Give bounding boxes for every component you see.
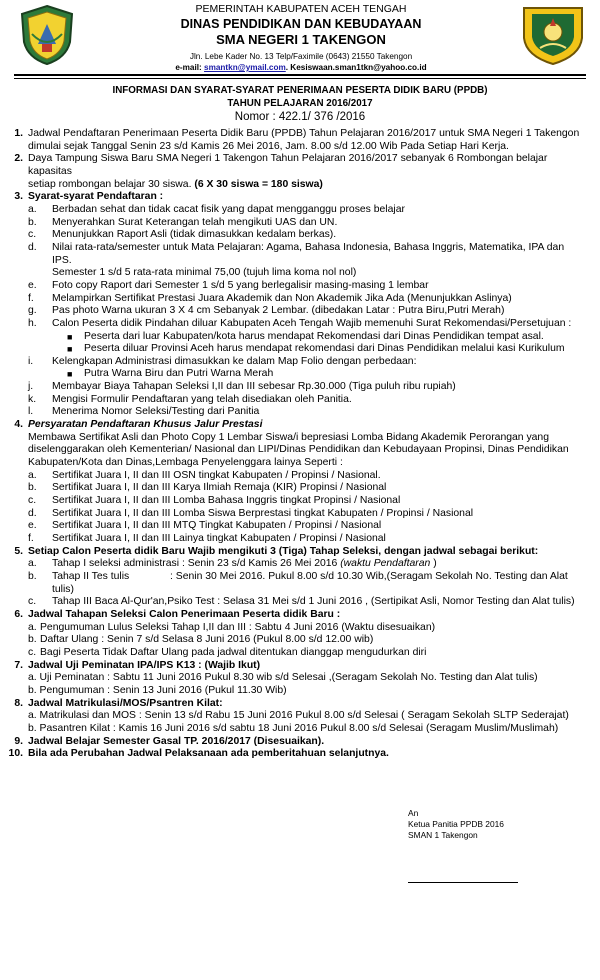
email-rest: . Kesiswaan.sman1tkn@yahoo.co.id bbox=[285, 63, 427, 72]
list-letter: b. bbox=[28, 570, 37, 582]
list-letter bbox=[28, 267, 52, 280]
list-text: Membayar Biaya Tahapan Seleksi I,II dan III sebesar Rp.30.000 (Tiga puluh ribu rupiah) bbox=[52, 381, 456, 393]
item-number: 2. bbox=[14, 153, 23, 165]
item-3-heading: Syarat-syarat Pendaftaran : bbox=[28, 191, 164, 203]
list-item bbox=[0, 368, 600, 381]
document-body bbox=[0, 128, 600, 761]
school-address: Jln. Lebe Kader No. 13 Telp/Faximile (0643) 21550 Takengon bbox=[189, 52, 413, 61]
list-item bbox=[28, 596, 600, 609]
item-3-sublist bbox=[0, 204, 600, 331]
stage-1-close: ) bbox=[430, 558, 437, 570]
bullet-icon: ■ bbox=[67, 344, 73, 355]
document-number: Nomor : 422.1/ 376 /2016 bbox=[234, 111, 366, 123]
list-letter: e. bbox=[28, 279, 37, 291]
stage-2-label: Tahap II Tes tulis bbox=[52, 570, 130, 582]
document-title: INFORMASI DAN SYARAT-SYARAT PENERIMAAN PESERTA DIDIK BARU (PPDB) bbox=[112, 85, 488, 96]
bullet-icon: ■ bbox=[67, 369, 73, 380]
item-4-paragraph-line: Membawa Sertifikat Asli dan Photo Copy 1 Lembar Siswa/i bepresiasi Lomba Bidang Akademik Perorangan yang bbox=[28, 431, 549, 443]
item-5-heading: Setiap Calon Peserta didik Baru Wajib mengikuti 3 (Tiga) Tahap Seleksi, dengan jadwal sebagai berikut: bbox=[28, 545, 539, 557]
list-text: Sertifikat Juara I, II dan III Lainya tingkat Kabupaten / Propinsi / Nasional bbox=[52, 533, 386, 544]
item-7-line: b. Pengumuman : Senin 13 Juni 2016 (Pukul 11.30 Wib) bbox=[28, 684, 287, 696]
signature-an: An bbox=[408, 808, 419, 818]
list-letter: c. bbox=[28, 495, 37, 507]
list-letter: b. bbox=[28, 216, 37, 228]
item-10-heading: Bila ada Perubahan Jadwal Pelaksanaan ada pemberitahuan selanjutnya. bbox=[28, 748, 389, 760]
item-number: 8. bbox=[14, 697, 23, 709]
list-letter: k. bbox=[28, 393, 37, 405]
list-letter: c. bbox=[28, 596, 37, 608]
letterhead bbox=[0, 0, 600, 74]
list-text: Menyerahkan Surat Keterangan telah mengikuti UAS dan UN. bbox=[52, 216, 338, 228]
list-letter: f. bbox=[28, 292, 34, 304]
list-text: Sertifikat Juara I, II dan III MTQ Tingkat Kabupaten / Propinsi / Nasional bbox=[52, 520, 382, 532]
item-10 bbox=[0, 748, 600, 761]
item-3-sublist-end bbox=[0, 381, 600, 419]
item-9 bbox=[0, 736, 600, 749]
list-letter: d. bbox=[28, 241, 37, 253]
list-letter: a. bbox=[28, 203, 37, 215]
school-emblem-icon bbox=[520, 4, 586, 66]
list-item bbox=[28, 647, 600, 660]
list-item bbox=[28, 558, 600, 571]
regency-emblem-icon bbox=[16, 4, 78, 66]
list-item bbox=[28, 634, 600, 647]
stage-2-text: : Senin 30 Mei 2016. Pukul 8.00 s/d 10.30 Wib,(Seragam Sekolah No. Testing dan Alat tulis) bbox=[52, 570, 568, 595]
list-item bbox=[28, 406, 600, 419]
department-name: DINAS PENDIDIKAN DAN KEBUDAYAAN bbox=[180, 17, 422, 31]
item-5-sublist bbox=[0, 558, 600, 609]
list-item bbox=[0, 343, 600, 356]
item-number: 9. bbox=[14, 735, 23, 747]
item-number: 5. bbox=[14, 545, 23, 557]
list-text bbox=[52, 558, 600, 571]
list-letter: i. bbox=[28, 355, 34, 367]
list-item bbox=[28, 318, 600, 331]
item-2-text: setiap rombongan belajar 30 siswa. bbox=[28, 178, 195, 190]
item-6-sublist bbox=[0, 622, 600, 660]
list-letter: a. bbox=[28, 469, 37, 481]
list-text: Sertifikat Juara I, II dan III Karya Ilmiah Remaja (KIR) Propinsi / Nasional bbox=[52, 482, 387, 494]
item-8-heading: Jadwal Matrikulasi/MOS/Psantren Kilat: bbox=[28, 697, 223, 709]
list-text: Putra Warna Biru dan Putri Warna Merah bbox=[84, 368, 274, 380]
list-text: Bagi Peserta Tidak Daftar Ulang pada jadwal ditentukan dianggap mengudurkan diri bbox=[40, 646, 427, 658]
list-item bbox=[28, 242, 600, 267]
list-letter: b. bbox=[28, 634, 37, 646]
list-text: Foto copy Raport dari Semester 1 s/d 5 yang berlegalisir masing-masing 1 lembar bbox=[52, 279, 429, 291]
list-text: Peserta dari luar Kabupaten/kota harus mendapat Rekomendasi dari Dinas Pendidikan tempat asal. bbox=[84, 330, 544, 342]
list-text: Peserta diluar Provinsi Aceh harus mendapat rekomendasi dari Dinas Pendidikan melalui kasi Kurikulum bbox=[84, 343, 565, 355]
list-text: Nilai rata-rata/semester untuk Mata Pelajaran: Agama, Bahasa Indonesia, Bahasa Inggris, Matematika, IPA dan IPS. bbox=[52, 241, 565, 266]
email-line bbox=[86, 62, 516, 73]
item-4-heading: Persyaratan Pendaftaran Khusus Jalur Prestasi bbox=[28, 419, 263, 431]
list-item bbox=[28, 204, 600, 217]
item-4-paragraph-line: diselenggarakan oleh Kementerian/ Nasional dan LIPI/Dinas Pendidikan dan Kebudayaan Propinsi, Dinas Pendidikan bbox=[28, 444, 569, 456]
item-2-line-2 bbox=[28, 179, 586, 192]
list-text: Sertifikat Juara I, II dan III Lomba Siswa Berprestasi tingkat Kabupaten / Propinsi / Nasional bbox=[52, 507, 474, 519]
item-8-line: b. Pasantren Kilat : Kamis 16 Juni 2016 s/d sabtu 18 Juni 2016 Pukul 8.00 s/d Selesai (Seragam Muslim/Muslimah) bbox=[28, 722, 559, 734]
stage-1-note: (waktu Pendaftaran bbox=[340, 558, 431, 570]
list-item bbox=[28, 495, 600, 508]
email-label: e-mail: bbox=[175, 63, 205, 72]
item-4-paragraph-line: Kabupaten/Kota dan Dinas,Lembaga Penyelenggara lainya Seperti : bbox=[28, 457, 343, 469]
item-number: 3. bbox=[14, 191, 23, 203]
list-letter: l. bbox=[28, 406, 34, 418]
list-item bbox=[28, 381, 600, 394]
list-letter: g. bbox=[28, 305, 37, 317]
list-item bbox=[28, 508, 600, 521]
list-text bbox=[52, 571, 600, 596]
list-item bbox=[28, 470, 600, 483]
list-letter: h. bbox=[28, 317, 37, 329]
item-8 bbox=[0, 698, 600, 711]
capacity-formula: (6 X 30 siswa = 180 siswa) bbox=[194, 178, 323, 190]
list-item bbox=[28, 305, 600, 318]
list-text: Mengisi Formulir Pendaftaran yang telah disediakan oleh Panitia. bbox=[52, 393, 352, 405]
item-1 bbox=[0, 128, 600, 153]
item-3 bbox=[0, 191, 600, 204]
item-number: 10. bbox=[8, 748, 23, 760]
item-3-sublist-i bbox=[0, 356, 600, 369]
signature-line bbox=[408, 882, 518, 883]
list-item bbox=[28, 520, 600, 533]
list-item bbox=[28, 482, 600, 495]
item-1-line-1: Jadwal Pendaftaran Penerimaan Peserta Didik Baru (PPDB) Tahun Pelajaran 2016/2017 untuk SMA Negeri 1 Takengon bbox=[28, 128, 580, 139]
list-text: Pengumuman Lulus Seleksi Tahap I,II dan III : Sabtu 4 Juni 2016 (Waktu disesuaikan) bbox=[40, 621, 436, 633]
list-item bbox=[28, 394, 600, 407]
item-4 bbox=[0, 419, 600, 432]
signature-school: SMAN 1 Takengon bbox=[408, 830, 478, 840]
email-link[interactable]: smantkn@ymail.com bbox=[204, 63, 286, 72]
list-item bbox=[28, 356, 600, 369]
item-4-sublist bbox=[0, 470, 600, 546]
item-8-line: a. Matrikulasi dan MOS : Senin 13 s/d Rabu 15 Juni 2016 Pukul 8.00 s/d Selesai ( Seragam Sekolah SLTP Sederajat) bbox=[28, 710, 569, 722]
item-number: 7. bbox=[14, 659, 23, 671]
signature-role: Ketua Panitia PPDB 2016 bbox=[408, 819, 504, 829]
list-item bbox=[28, 293, 600, 306]
letterhead-rule-thin bbox=[14, 78, 586, 79]
bullet-icon: ■ bbox=[67, 331, 73, 342]
list-text: Sertifikat Juara I, II dan III Lomba Bahasa Inggris tingkat Propinsi / Nasional bbox=[52, 495, 401, 507]
item-5 bbox=[0, 546, 600, 559]
list-text: Daftar Ulang : Senin 7 s/d Selasa 8 Juni 2016 (Pukul 8.00 s/d 12.00 wib) bbox=[40, 634, 374, 646]
item-7-heading: Jadwal Uji Peminatan IPA/IPS K13 : (Wajib Ikut) bbox=[28, 659, 261, 671]
list-text: Tahap III Baca Al-Qur'an,Psiko Test : Selasa 31 Mei s/d 1 Juni 2016 , (Sertipikat Asli, Nomor Testing dan Alat tulis) bbox=[52, 596, 575, 608]
stage-1-text: Tahap I seleksi administrasi : Senin 23 s/d Kamis 26 Mei 2016 bbox=[52, 558, 341, 570]
list-letter: c. bbox=[28, 229, 37, 241]
signature-block bbox=[408, 808, 504, 841]
letterhead-text bbox=[86, 2, 516, 73]
item-6-heading: Jadwal Tahapan Seleksi Calon Penerimaan Peserta didik Baru : bbox=[28, 608, 341, 620]
item-1-line-2: dimulai sejak Tanggal Senin 23 s/d Kamis 26 Mei 2016, Jam. 8.00 s/d 12.00 Wib Pada Setiap Hari Kerja. bbox=[28, 140, 509, 152]
list-letter: c. bbox=[28, 646, 37, 658]
list-text: Menunjukkan Raport Asli (tidak dimasukkan kedalam berkas). bbox=[52, 229, 337, 241]
government-name: PEMERINTAH KABUPATEN ACEH TENGAH bbox=[195, 3, 407, 15]
academic-year: TAHUN PELAJARAN 2016/2017 bbox=[227, 98, 373, 109]
list-letter: a. bbox=[28, 558, 37, 570]
list-text: Menerima Nomor Seleksi/Testing dari Panitia bbox=[52, 406, 260, 418]
item-9-heading: Jadwal Belajar Semester Gasal TP. 2016/2017 (Disesuaikan). bbox=[28, 735, 325, 747]
list-item bbox=[28, 622, 600, 635]
letterhead-rule-thick bbox=[14, 74, 586, 76]
item-6 bbox=[0, 609, 600, 622]
list-letter: b. bbox=[28, 482, 37, 494]
list-item bbox=[28, 533, 600, 546]
item-2 bbox=[0, 153, 600, 191]
list-text: Berbadan sehat dan tidak cacat fisik yang dapat mengganggu proses belajar bbox=[52, 203, 405, 215]
list-item bbox=[28, 217, 600, 230]
item-7 bbox=[0, 660, 600, 673]
item-number: 1. bbox=[14, 128, 23, 139]
list-letter: f. bbox=[28, 533, 34, 544]
school-name: SMA NEGERI 1 TAKENGON bbox=[216, 32, 386, 47]
list-item bbox=[28, 280, 600, 293]
list-text: Calon Peserta didik Pindahan diluar Kabupaten Aceh Tengah Wajib memenuhi Surat Rekomendasi/Persetujuan : bbox=[52, 317, 572, 329]
item-number: 4. bbox=[14, 419, 23, 431]
list-text: Pas photo Warna ukuran 3 X 4 cm Sebanyak 2 Lembar. (dibedakan Latar : Putra Biru,Putri Merah) bbox=[52, 305, 505, 317]
item-2-line-1: Daya Tampung Siswa Baru SMA Negeri 1 Takengon Tahun Pelajaran 2016/2017 sebanyak 6 Rombongan belajar kapasitas bbox=[28, 153, 548, 177]
list-text: Semester 1 s/d 5 rata-rata minimal 75,00 (tujuh lima koma nol nol) bbox=[52, 267, 357, 279]
list-text: Sertifikat Juara I, II dan III OSN tingkat Kabupaten / Propinsi / Nasional. bbox=[52, 469, 381, 481]
list-item bbox=[0, 331, 600, 344]
item-7-line: a. Uji Peminatan : Sabtu 11 Juni 2016 Pukul 8.30 wib s/d Selesai ,(Seragam Sekolah No. Testing dan Alat tulis) bbox=[28, 672, 538, 684]
list-item bbox=[28, 267, 600, 280]
list-letter: e. bbox=[28, 520, 37, 532]
list-text: Melampirkan Sertifikat Prestasi Juara Akademik dan Non Akademik Jika Ada (Menunjukkan Aslinya) bbox=[52, 292, 512, 304]
item-number: 6. bbox=[14, 608, 23, 620]
list-text: Kelengkapan Administrasi dimasukkan ke dalam Map Folio dengan perbedaan: bbox=[52, 355, 417, 367]
list-item bbox=[28, 229, 600, 242]
document-titles bbox=[0, 84, 600, 125]
list-item bbox=[28, 571, 600, 596]
list-letter: j. bbox=[28, 381, 34, 393]
list-letter: a. bbox=[28, 621, 37, 633]
list-letter: d. bbox=[28, 507, 37, 519]
